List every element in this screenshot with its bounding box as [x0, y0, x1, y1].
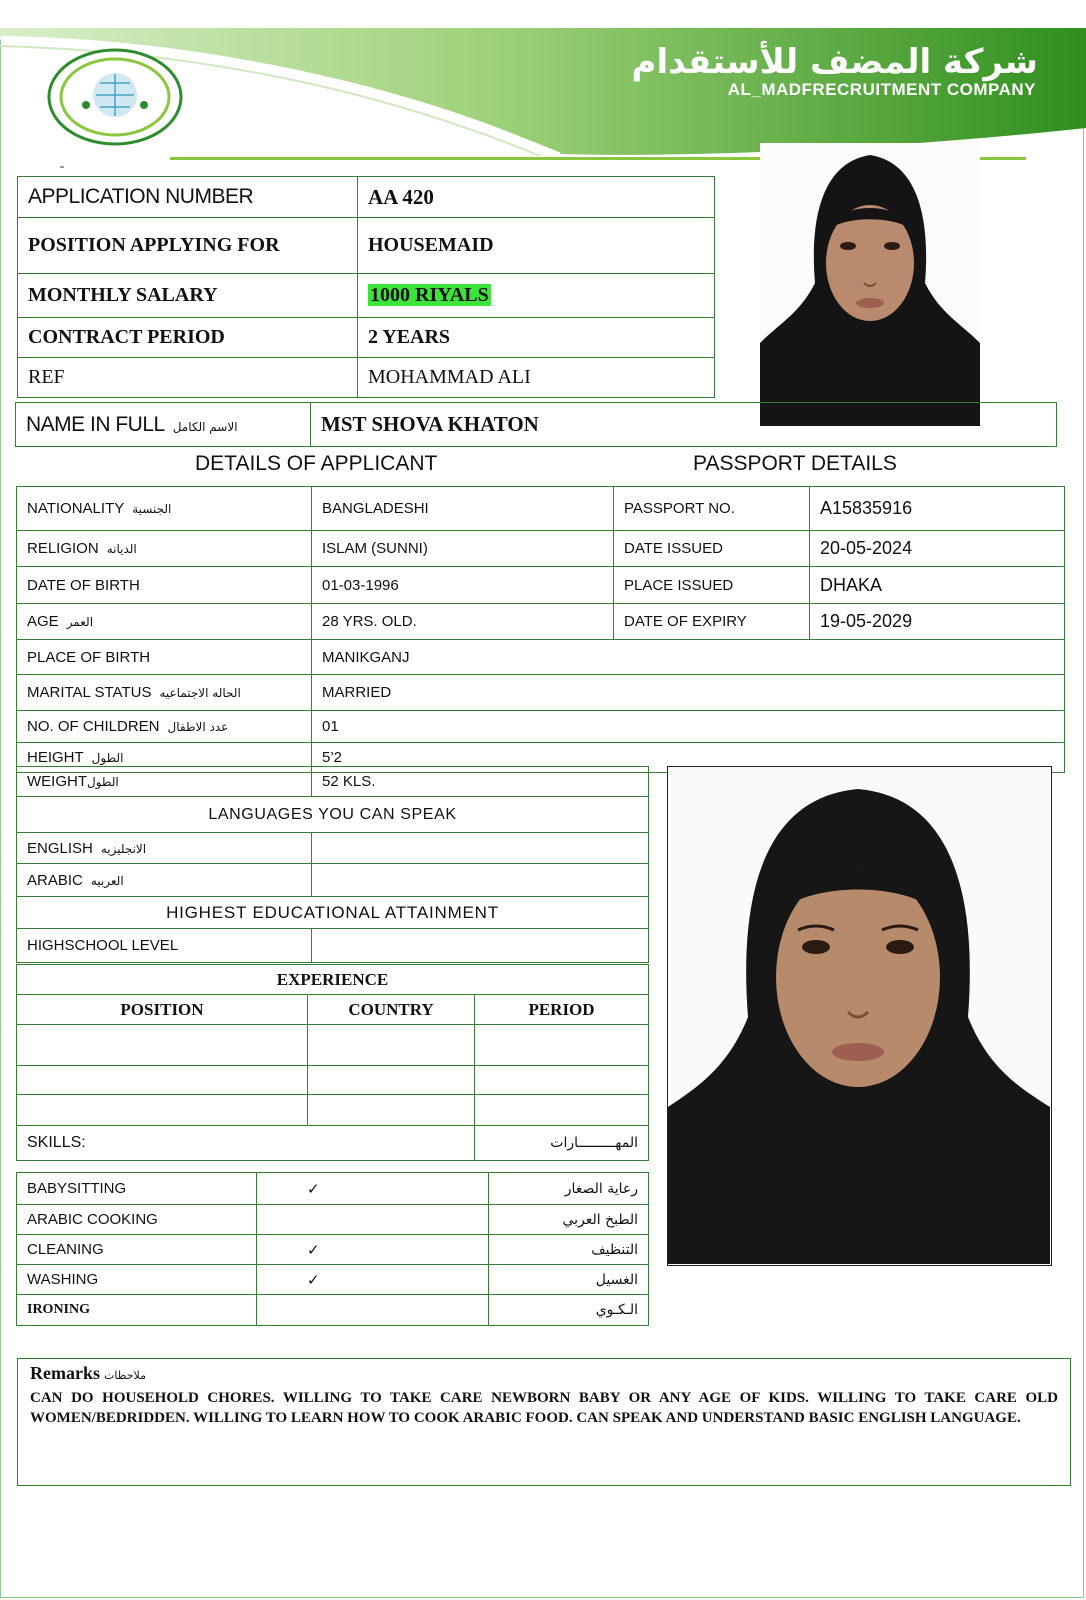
remarks-text: CAN DO HOUSEHOLD CHORES. WILLING TO TAKE CARE NEWBORN BABY OR ANY AGE OF KIDS. WILLING TO TAKE CARE OLD WOMEN/BEDRIDDEN. WILLING TO LEARN HOW TO COOK ARABIC FOOD. CAN SPEAK AND UNDERSTAND BASIC ENGLISH LANGUAGE. [30, 1390, 1058, 1426]
skill-check: ✓ [257, 1173, 489, 1205]
expiry-value: 19-05-2029 [810, 604, 1065, 640]
place-issued-label: PLACE ISSUED [614, 567, 810, 604]
experience-cell [475, 1025, 649, 1066]
nationality-value: BANGLADESHI [312, 487, 614, 531]
expiry-label: DATE OF EXPIRY [614, 604, 810, 640]
skill-label: WASHING [17, 1265, 257, 1295]
remarks-box [17, 1358, 1071, 1486]
height-label-arabic: الطول [91, 751, 124, 765]
skills-label: SKILLS: [17, 1126, 475, 1161]
english-label-arabic: الانجليزيه [100, 841, 147, 856]
arabic-value [312, 864, 649, 897]
experience-col-period: PERIOD [475, 995, 649, 1025]
divider-tick [60, 166, 64, 168]
experience-cell [17, 1095, 308, 1126]
experience-cell [308, 1066, 475, 1095]
application-number-value: AA 420 [358, 177, 715, 218]
weight-label: WEIGHT [27, 773, 87, 790]
skill-check: ✓ [257, 1265, 489, 1295]
details-wide-table [16, 639, 1065, 773]
experience-title: EXPERIENCE [17, 965, 649, 995]
passport-number-value: A15835916 [810, 487, 1065, 531]
education-title: HIGHEST EDUCATIONAL ATTAINMENT [17, 897, 649, 929]
nationality-label: NATIONALITY [27, 500, 125, 517]
ref-label: REF [18, 358, 358, 398]
salary-value: 1000 RIYALS [370, 284, 489, 306]
experience-cell [17, 1025, 308, 1066]
experience-col-position: POSITION [17, 995, 308, 1025]
place-issued-value: DHAKA [810, 567, 1065, 604]
age-value: 28 YRS. OLD. [312, 604, 614, 640]
skill-check [257, 1205, 489, 1235]
experience-cell [308, 1025, 475, 1066]
skill-label-arabic: الـكـوي [489, 1295, 649, 1326]
experience-cell [475, 1066, 649, 1095]
skill-label-arabic: الغسيل [489, 1265, 649, 1295]
remarks-title: Remarks [30, 1363, 100, 1383]
experience-cell [475, 1095, 649, 1126]
summary-table [17, 176, 715, 398]
ref-value: MOHAMMAD ALI [358, 358, 715, 398]
arabic-label: ARABIC [27, 871, 83, 889]
name-label: NAME IN FULL [26, 412, 165, 436]
age-label: AGE [27, 613, 59, 630]
children-label-arabic: عدد الاطفال [167, 720, 229, 734]
religion-value: ISLAM (SUNNI) [312, 531, 614, 567]
skill-label-arabic: التنظيف [489, 1235, 649, 1265]
marital-value: MARRIED [312, 675, 1065, 711]
dob-value: 01-03-1996 [312, 567, 614, 604]
religion-label: RELIGION [27, 540, 99, 557]
religion-label-arabic: الديانه [106, 542, 137, 556]
skills-table [16, 1172, 649, 1326]
pob-label: PLACE OF BIRTH [17, 640, 312, 675]
passport-section-title: PASSPORT DETAILS [693, 452, 897, 475]
dob-label: DATE OF BIRTH [17, 567, 312, 604]
skill-label: ARABIC COOKING [17, 1205, 257, 1235]
name-table [15, 402, 1057, 447]
date-issued-label: DATE ISSUED [614, 531, 810, 567]
company-logo [46, 47, 184, 147]
english-label: ENGLISH [27, 839, 93, 857]
salary-label: MONTHLY SALARY [18, 274, 358, 318]
details-section-title: DETAILS OF APPLICANT [195, 452, 438, 475]
languages-title: LANGUAGES YOU CAN SPEAK [17, 797, 649, 833]
skill-label: IRONING [17, 1295, 257, 1326]
contract-label: CONTRACT PERIOD [18, 318, 358, 358]
height-label: HEIGHT [27, 749, 84, 766]
age-label-arabic: العمر [66, 615, 94, 629]
skill-label: CLEANING [17, 1235, 257, 1265]
remarks-title-arabic: ملاحظات [104, 1369, 146, 1382]
skill-check [257, 1295, 489, 1326]
skill-label: BABYSITTING [17, 1173, 257, 1205]
education-level: HIGHSCHOOL LEVEL [17, 929, 312, 963]
name-value: MST SHOVA KHATON [311, 403, 1057, 447]
education-extra [312, 929, 649, 963]
date-issued-value: 20-05-2024 [810, 531, 1065, 567]
position-label: POSITION APPLYING FOR [18, 218, 358, 274]
weight-label-arabic: الطول [87, 775, 119, 789]
position-value: HOUSEMAID [358, 218, 715, 274]
applicant-photo-small [760, 143, 980, 426]
experience-table [16, 964, 649, 1161]
english-value [312, 833, 649, 864]
contract-value: 2 YEARS [358, 318, 715, 358]
details-passport-table [16, 486, 1065, 640]
weight-value: 52 KLS. [312, 767, 649, 797]
height-value: 5’2 [312, 743, 1065, 773]
skills-label-arabic: المهـــــــــارات [475, 1126, 649, 1161]
marital-label-arabic: الحاله الاجتماعيه [159, 686, 241, 700]
skill-label-arabic: الطبخ العربي [489, 1205, 649, 1235]
nationality-label-arabic: الجنسية [132, 502, 172, 516]
lower-details-table [16, 766, 649, 963]
arabic-label-arabic: العربيه [90, 873, 124, 888]
name-label-arabic: الاسم الكامل [172, 419, 238, 434]
children-label: NO. OF CHILDREN [27, 718, 160, 735]
company-name-arabic: شركة المضف للأستقدام [631, 42, 1038, 82]
skill-check: ✓ [257, 1235, 489, 1265]
children-value: 01 [312, 711, 1065, 743]
skill-label-arabic: رعاية الصغار [489, 1173, 649, 1205]
experience-cell [17, 1066, 308, 1095]
applicant-photo-large [667, 766, 1052, 1266]
pob-value: MANIKGANJ [312, 640, 1065, 675]
marital-label: MARITAL STATUS [27, 684, 152, 701]
passport-number-label: PASSPORT NO. [614, 487, 810, 531]
application-number-label: APPLICATION NUMBER [18, 177, 358, 218]
experience-cell [308, 1095, 475, 1126]
experience-col-country: COUNTRY [308, 995, 475, 1025]
company-name-english: AL_MADFRECRUITMENT COMPANY [727, 80, 1036, 99]
